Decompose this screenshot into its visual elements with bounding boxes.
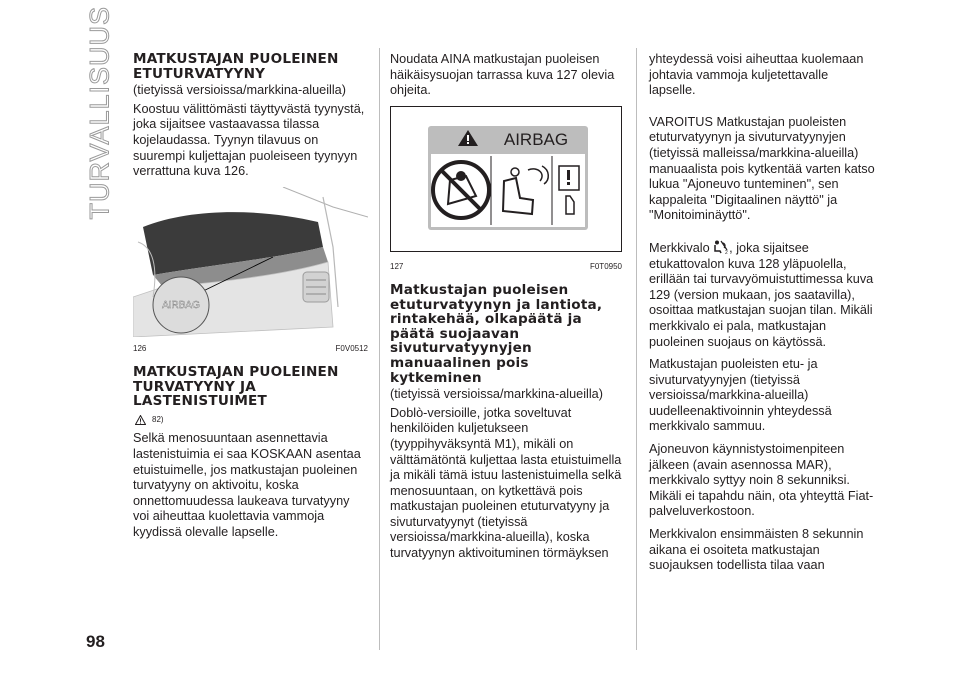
section-tab <box>84 5 115 220</box>
column-3 <box>649 52 877 581</box>
paragraph-indicator <box>649 240 877 350</box>
paragraph: Ajoneuvon käynnistystoimenpiteen jälkeen (avain asennossa MAR), merkkivalo syttyy noin 8 sekunniksi. Mikäli ei tapahdu näin, ota yhteyttä Fiat-palveluverkostoon. <box>649 442 874 519</box>
column-divider <box>636 48 637 650</box>
paragraph: Merkkivalon ensimmäisten 8 sekunnin aikana ei osoiteta matkustajan suojauksen todellista tilaa vaan <box>649 527 864 573</box>
dashboard-airbag-illustration <box>133 187 368 337</box>
heading-child-seats: MATKUSTAJAN PUOLEINEN TURVATYYNY JA LASTENISTUIMET <box>133 363 339 410</box>
heading-note: (tietyissä versioissa/markkina-alueilla) <box>133 83 346 98</box>
indicator-label: Merkkivalo <box>649 240 710 255</box>
airbag-badge-text: AIRBAG <box>162 299 200 311</box>
figure-126 <box>133 187 368 357</box>
paragraph: Matkustajan puoleisten etu- ja sivuturvatyynyjen (tietyissä versioissa/markkina-alueilla) uudelleenaktivoinnin yhteydessä merkkivalo sammuu. <box>649 357 832 434</box>
paragraph: Selkä menosuuntaan asennettavia lastenistuimia ei saa KOSKAAN asentaa etuistuimelle, jos matkustajan puoleinen turvatyyny on aktivoitu, koska onnettomuudessa laukeava turvatyyny voi aiheuttaa kuolettavia vammoja kyydissä olevalle lapselle. <box>133 431 361 539</box>
paragraph-warning: VAROITUS Matkustajan puoleisten etuturvatyynyn ja sivuturvatyynyjen (tietyissä malleissa/markkina-alueilla) manuaalista pois kytkentää varten katso lukua "Ajoneuvo tunteminen", sen kappaleita "Digitaalinen näyttö" ja "Monitoiminäyttö". <box>649 114 875 223</box>
column-1 <box>133 52 368 547</box>
svg-text:2: 2 <box>725 249 728 254</box>
heading-manual-deactivation: Matkustajan puoleisen etuturvatyynyn ja lantiota, rintakehää, olkapäätä ja päätä suojaavan sivuturvatyynyjen manuaalinen pois kytkeminen <box>390 281 603 386</box>
paragraph: Doblò-versioille, jotka soveltuvat henkilöiden kuljetukseen (tyyppihyväksyntä M1), mikäli on välttämätöntä kuljettaa lasta etuistuimella ja mikäli tämä istuu lastenistuimella selkä menosuuntaan, on kytkettävä pois matkustajan puoleinen etuturvatyyny ja sivuturvatyynyt (tietyissä versioissa/markkina-alueilla), koska turvatyynyn aktivoituminen törmäyksen <box>390 405 622 561</box>
column-divider <box>379 48 380 650</box>
paragraph: Koostuu välittömästi täyttyvästä tyynystä, joka sijaitsee vastaavassa tilassa kojelaudassa. Tyynyn tilavuus on suurempi kuljettajan puoleiseen tyynyyn verrattuna kuva 126. <box>133 101 365 179</box>
page-number: 98 <box>86 632 105 651</box>
figure-number: 126 <box>133 344 147 354</box>
warning-triangle-icon <box>135 415 146 425</box>
figure-number: 127 <box>390 262 404 272</box>
heading-passenger-airbag: MATKUSTAJAN PUOLEINEN ETUTURVATYYNY <box>133 51 339 82</box>
warning-reference <box>135 412 368 428</box>
figure-code: F0T0950 <box>589 262 622 272</box>
passenger-airbag-off-icon <box>713 240 729 254</box>
heading-note: (tietyissä versioissa/markkina-alueilla) <box>390 387 603 402</box>
figure-code: F0V0512 <box>335 344 368 354</box>
figure-127 <box>390 106 622 275</box>
paragraph: Noudata AINA matkustajan puoleisen häikäisysuojan tarrassa kuva 127 olevia ohjeita. <box>390 52 615 98</box>
warning-ref-number: 82) <box>152 414 164 424</box>
airbag-label-text: AIRBAG <box>503 129 569 149</box>
airbag-sun-visor-label <box>390 106 622 252</box>
section-tab-label: TURVALLISUUS <box>84 5 115 220</box>
column-2 <box>390 52 622 569</box>
figure-caption <box>133 341 368 357</box>
indicator-text: , joka sijaitsee etukattovalon kuva 128 yläpuolella, erillään tai turvavyömuistuttimessa kuva 129 (version mukaan, jos saatavilla), osoittaa matkustajan suojan tilan. Mikäli merkkivalo ei pala, matkustajan puoleinen suojaus on käytössä. <box>649 240 874 349</box>
paragraph: yhteydessä voisi aiheuttaa kuolemaan johtavia vammoja kuljetettavalle lapselle. <box>649 52 864 98</box>
figure-caption <box>390 259 622 275</box>
